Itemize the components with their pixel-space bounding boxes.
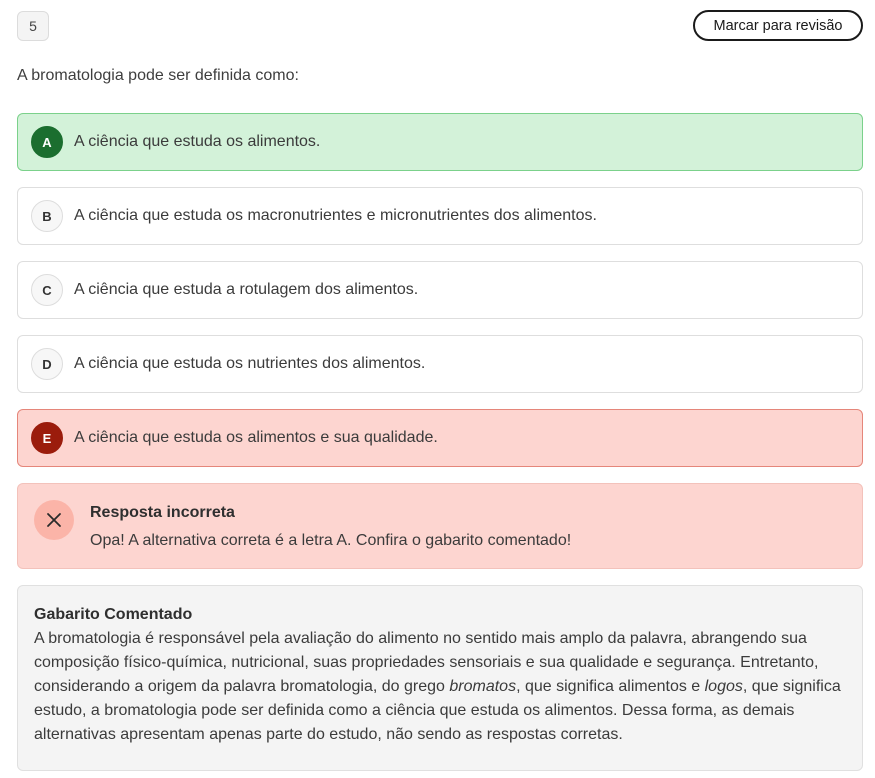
question-text: A bromatologia pode ser definida como:: [17, 67, 299, 84]
commentary-text: , que significa alimentos e: [516, 678, 705, 695]
option-letter-badge: E: [31, 422, 63, 454]
feedback-title: Resposta incorreta: [90, 504, 235, 521]
option-c[interactable]: [17, 261, 863, 319]
option-text: A ciência que estuda a rotulagem dos alimentos.: [74, 281, 419, 298]
option-text: A ciência que estuda os nutrientes dos alimentos.: [74, 355, 426, 372]
option-b[interactable]: [17, 187, 863, 245]
option-letter-badge: B: [31, 200, 63, 232]
question-header: [17, 10, 863, 42]
option-text: A ciência que estuda os alimentos.: [74, 133, 321, 150]
option-letter-badge: A: [31, 126, 63, 158]
answer-commentary-panel: [17, 585, 863, 771]
commentary-text: A bromatologia é responsável pela avaliação do alimento no sentido mais amplo da palavra, abrangendo sua composição físico-química, nutricional, suas propriedades sensoriais e sua qualidade e segurança. Entretanto, considerando a origem da palavra bromatologia, do grego: [34, 630, 819, 695]
mark-for-review-button[interactable]: Marcar para revisão: [693, 10, 863, 41]
close-icon: [34, 500, 74, 540]
option-d[interactable]: [17, 335, 863, 393]
option-letter-badge: C: [31, 274, 63, 306]
option-text: A ciência que estuda os macronutrientes e micronutrientes dos alimentos.: [74, 207, 597, 224]
option-letter-badge: D: [31, 348, 63, 380]
commentary-term: logos: [704, 678, 743, 695]
option-text: A ciência que estuda os alimentos e sua qualidade.: [74, 429, 438, 446]
incorrect-answer-alert: [17, 483, 863, 569]
question-number-badge: 5: [17, 11, 49, 41]
commentary-title: Gabarito Comentado: [34, 606, 193, 623]
commentary-term: bromatos: [449, 678, 517, 695]
feedback-message: Opa! A alternativa correta é a letra A. Confira o gabarito comentado!: [90, 532, 572, 549]
commentary-text: , que significa estudo, a bromatologia pode ser definida como a ciência que estuda os alimentos. Dessa forma, as demais alternativas apresentam apenas parte do estudo, não sendo as respostas corretas.: [34, 678, 841, 743]
option-a[interactable]: [17, 113, 863, 171]
option-e[interactable]: [17, 409, 863, 467]
commentary-body: [34, 627, 854, 747]
